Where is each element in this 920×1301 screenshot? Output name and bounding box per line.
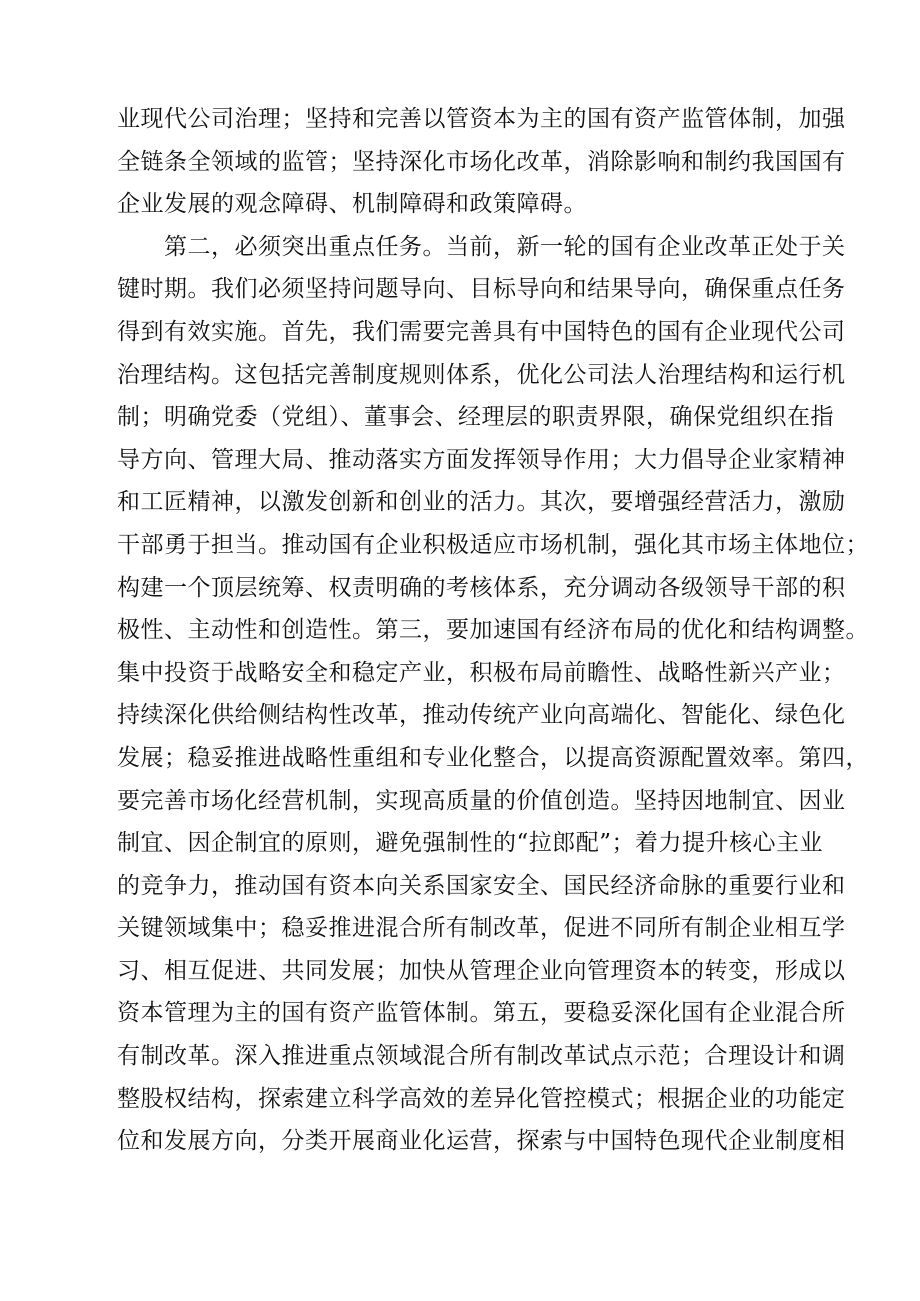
text-line: 的竞争力，推动国有资本向关系国家安全、国民经济命脉的重要行业和 [117,872,846,899]
text-line: 得到有效实施。首先，我们需要完善具有中国特色的国有企业现代公司 [117,318,846,345]
text-line: 第二，必须突出重点任务。当前，新一轮的国有企业改革正处于关 [117,233,846,260]
text-line: 导方向、管理大局、推动落实方面发挥领导作用；大力倡导企业家精神 [117,446,846,473]
text-line: 制宜、因企制宜的原则，避免强制性的“拉郎配”；着力提升核心主业 [117,830,824,857]
text-line: 全链条全领域的监管；坚持深化市场化改革，消除影响和制约我国国有 [117,148,846,175]
text-line: 治理结构。这包括完善制度规则体系，优化公司法人治理结构和运行机 [117,361,846,388]
text-line: 资本管理为主的国有资产监管体制。第五，要稳妥深化国有企业混合所 [117,1000,846,1027]
text-line: 键时期。我们必须坚持问题导向、目标导向和结果导向，确保重点任务 [117,276,846,303]
text-line: 干部勇于担当。推动国有企业积极适应市场机制，强化其市场主体地位； [117,531,869,558]
text-line: 习、相互促进、共同发展；加快从管理企业向管理资本的转变，形成以 [117,957,846,984]
text-line: 要完善市场化经营机制，实现高质量的价值创造。坚持因地制宜、因业 [117,787,846,814]
text-line: 和工匠精神，以激发创新和创业的活力。其次，要增强经营活力，激励 [117,489,846,516]
text-line: 业现代公司治理；坚持和完善以管资本为主的国有资产监管体制，加强 [117,106,846,132]
text-line: 构建一个顶层统筹、权责明确的考核体系，充分调动各级领导干部的积 [117,574,846,601]
text-line: 企业发展的观念障碍、机制障碍和政策障碍。 [117,191,587,218]
text-line: 极性、主动性和创造性。第三，要加速国有经济布局的优化和结构调整。 [117,617,869,644]
text-line: 整股权结构，探索建立科学高效的差异化管控模式；根据企业的功能定 [117,1085,846,1112]
text-line: 发展；稳妥推进战略性重组和专业化整合，以提高资源配置效率。第四， [117,744,869,771]
text-line: 集中投资于战略安全和稳定产业，积极布局前瞻性、战略性新兴产业； [117,659,846,686]
body-text [117,98,917,1163]
text-line: 关键领域集中；稳妥推进混合所有制改革，促进不同所有制企业相互学 [117,915,846,942]
text-line: 持续深化供给侧结构性改革，推动传统产业向高端化、智能化、绿色化 [117,702,846,729]
text-line: 有制改革。深入推进重点领域混合所有制改革试点示范；合理设计和调 [117,1043,846,1070]
text-line: 位和发展方向，分类开展商业化运营，探索与中国特色现代企业制度相 [117,1128,846,1155]
text-line: 制；明确党委（党组）、董事会、经理层的职责界限，确保党组织在指 [117,404,834,431]
